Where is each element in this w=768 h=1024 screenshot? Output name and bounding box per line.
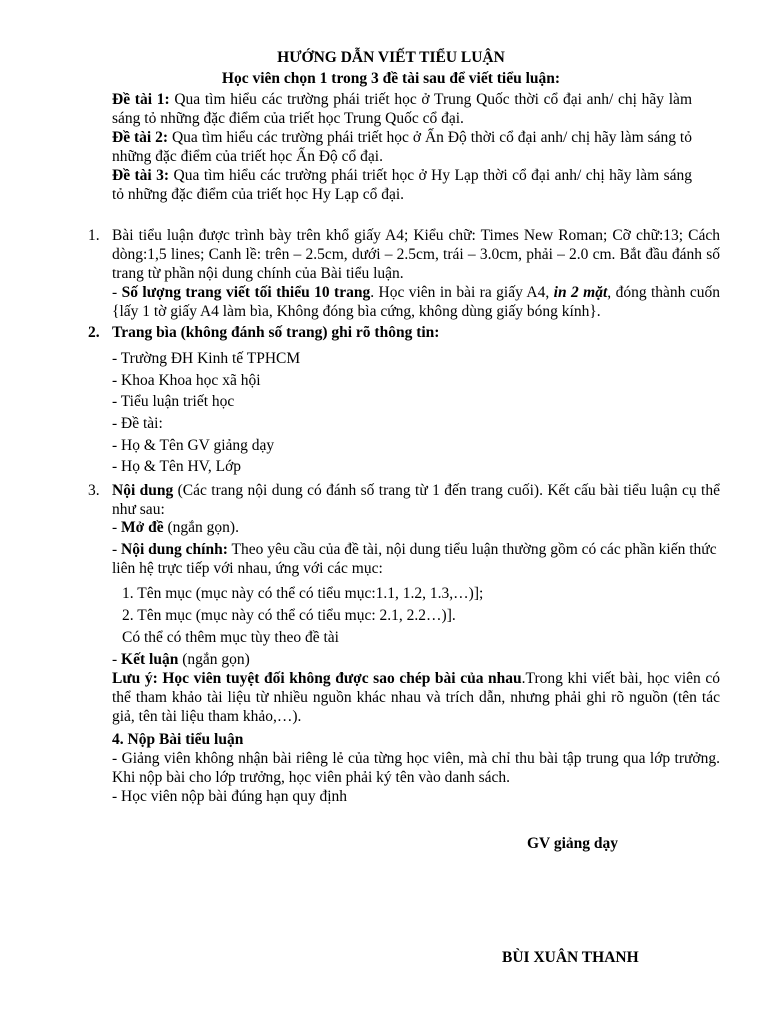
topic-2 [112,128,692,166]
content-heading-rest: (Các trang nội dung có đánh số trang từ 1 đến trang cuối). Kết cấu bài tiểu luận cụ thể như sau: [112,482,720,518]
sub-item-1: 1. Tên mục (mục này có thể có tiểu mục:1.1, 1.2, 1.3,…)]; [122,585,484,602]
intro-label: Mở đề [121,519,164,536]
section-2-heading: Trang bìa (không đánh số trang) ghi rõ thông tin: [112,324,440,341]
intro-rest: (ngắn gọn). [163,519,239,536]
section-2 [88,323,720,342]
list-item: - Họ & Tên HV, Lớp [112,458,242,476]
section-1-text: Bài tiểu luận được trình bày trên khổ giấy A4; Kiểu chữ: Times New Roman; Cỡ chữ:13; Cách dòng:1,5 lines; Canh lề: trên – 2.5cm, dưới – 2.5cm, trái – 3.0cm, phải – 2.0 cm. Bắt đầu đánh số trang từ phần nội dung chính của Bài tiểu luận. [112,227,720,282]
signature-name: BÙI XUÂN THANH [502,949,639,966]
list-item: - Họ & Tên GV giảng dạy [112,436,275,454]
topic-list [112,90,692,204]
note-label: Lưu ý: Học viên tuyệt đối không được sao chép bài của nhau [112,670,522,687]
topic-text: Qua tìm hiểu các trường phái triết học ở Hy Lạp thời cổ đại anh/ chị hãy làm sáng tỏ những đặc điểm của triết học Hy Lạp cổ đại. [112,167,693,203]
main-content-label: Nội dung chính: [121,541,228,558]
list-item: - Tiểu luận triết học [112,393,235,411]
dash: - [112,541,122,558]
note-text [112,669,720,726]
intro-item [112,518,720,540]
document-subtitle: Học viên chọn 1 trong 3 đề tài sau để viết tiểu luận: [221,70,561,87]
sub-item-2: 2. Tên mục (mục này có thể có tiểu mục: 2.1, 2.2…)]. [122,607,456,624]
list-item: - Đề tài: [112,415,163,433]
topic-text: Qua tìm hiểu các trường phái triết học ở Ấn Độ thời cổ đại anh/ chị hãy làm sáng tỏ những đặc điểm của triết học Ấn Độ cổ đại. [112,129,692,165]
list-item: - Trường ĐH Kinh tế TPHCM [112,350,301,367]
list-item: - Khoa Khoa học xã hội [112,371,261,389]
section-4-line-2: - Học viên nộp bài đúng hạn quy định [112,788,348,805]
note [112,669,720,726]
two-sided-text: in 2 mặt [553,284,608,301]
signature-role: GV giảng dạy [527,835,619,852]
section-4-line-1: - Giảng viên không nhận bài riêng lẻ của từng học viên, mà chỉ thu bài tập trung qua lớp trưởng. Khi nộp bài cho lớp trưởng, học viên phải ký tên vào danh sách. [112,750,720,786]
note-rest: .Trong khi viết bài, học viên có thể tham khảo tài liệu từ nhiều nguồn khác nhau và trích dẫn, nhưng phải ghi rõ nguồn (tên tác giả, tên tài liệu tham khảo,…). [112,670,721,725]
min-pages-text: Số lượng trang viết tối thiểu 10 trang [121,284,371,301]
main-content-item [112,540,720,578]
section-number: 3. [88,482,100,499]
dash: - [112,519,122,536]
section-1 [88,226,720,321]
main-content-rest: Theo yêu cầu của đề tài, nội dung tiểu luận thường gồm có các phần kiến thức liên hệ trực tiếp với nhau, ứng với các mục: [112,541,717,577]
conclusion-rest: (ngắn gọn) [178,651,250,668]
section-number: 2. [88,324,100,341]
cover-info-list [112,349,300,479]
content-heading: Nội dung [112,482,174,499]
section-1-pages [112,283,720,321]
topic-label: Đề tài 1: [112,91,170,108]
section-4-heading: 4. Nộp Bài tiểu luận [112,731,244,748]
section-3-heading [112,481,720,519]
content-structure [112,518,720,672]
section-4 [112,730,720,806]
topic-label: Đề tài 3: [112,167,170,184]
topic-1 [112,90,692,128]
document-title: HƯỚNG DẪN VIẾT TIỂU LUẬN [277,49,505,66]
topic-label: Đề tài 2: [112,129,169,146]
topic-text: Qua tìm hiểu các trường phái triết học ở Trung Quốc thời cổ đại anh/ chị hãy làm sáng tỏ những đặc điểm của triết học Trung Quốc cổ đại. [112,91,692,127]
binding-text: , đóng thành cuốn {lấy 1 tờ giấy A4 làm bìa, Không đóng bìa cứng, không dùng giấy bóng kính}. [112,284,720,320]
dash: - [112,651,122,668]
conclusion-label: Kết luận [121,651,179,668]
section-number: 1. [88,227,100,244]
section-3 [88,481,720,519]
print-text: . Học viên in bài ra giấy A4, [370,284,554,301]
dash: - [112,284,122,301]
sub-item-3: Có thể có thêm mục tùy theo đề tài [122,629,339,646]
topic-3 [112,166,692,204]
